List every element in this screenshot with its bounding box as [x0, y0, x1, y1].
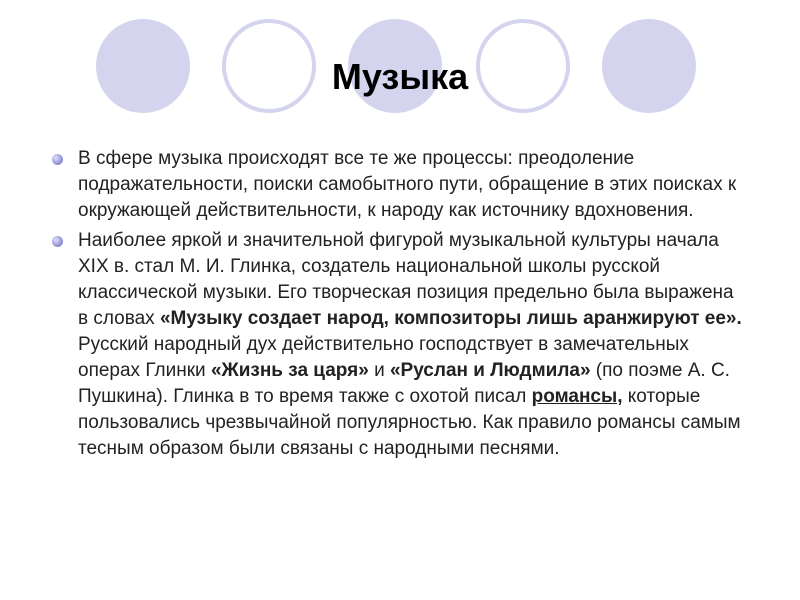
slide-title: Музыка [331, 56, 469, 97]
bullet-item-2 [48, 228, 748, 462]
glinka-quote: «Музыку создает народ, композиторы лишь аранжируют ее». [159, 308, 742, 329]
bullet-icon [52, 236, 63, 247]
bullet-text-part: Наиболее яркой и значительной фигурой музыкальной культуры начала XIX в. стал М. И. Глинка, создатель национальной школы русской классической музыки. Его творческая позиция предельно была выражена в словах [78, 230, 734, 329]
bullet-text-part: (по поэме А. С. Пушкина). Глинка в то время также с охотой писал [78, 360, 730, 407]
bullet-text-part: Русский народный дух действительно господствует в замечательных операх Глинки [78, 334, 689, 381]
bullet-icon [52, 154, 63, 165]
bullet-text-part: и [368, 360, 390, 381]
bullet-text-part: которые пользовались чрезвычайной популярностью. Как правило романсы самым тесным образом были связаны с народными песнями. [78, 386, 741, 459]
opera-title-2: «Руслан и Людмила» [389, 360, 591, 381]
bullet-text: В сфере музыка происходят все те же процессы: преодоление подражательности, поиски самобытного пути, обращение в этих поисках к окружающей действительности, к народу как источнику вдохновения. [78, 148, 737, 221]
bullet-list [48, 146, 748, 466]
opera-title-1: «Жизнь за царя» [210, 360, 369, 381]
bullet-item-1 [48, 146, 748, 224]
romances-link[interactable]: романсы, [531, 386, 623, 407]
